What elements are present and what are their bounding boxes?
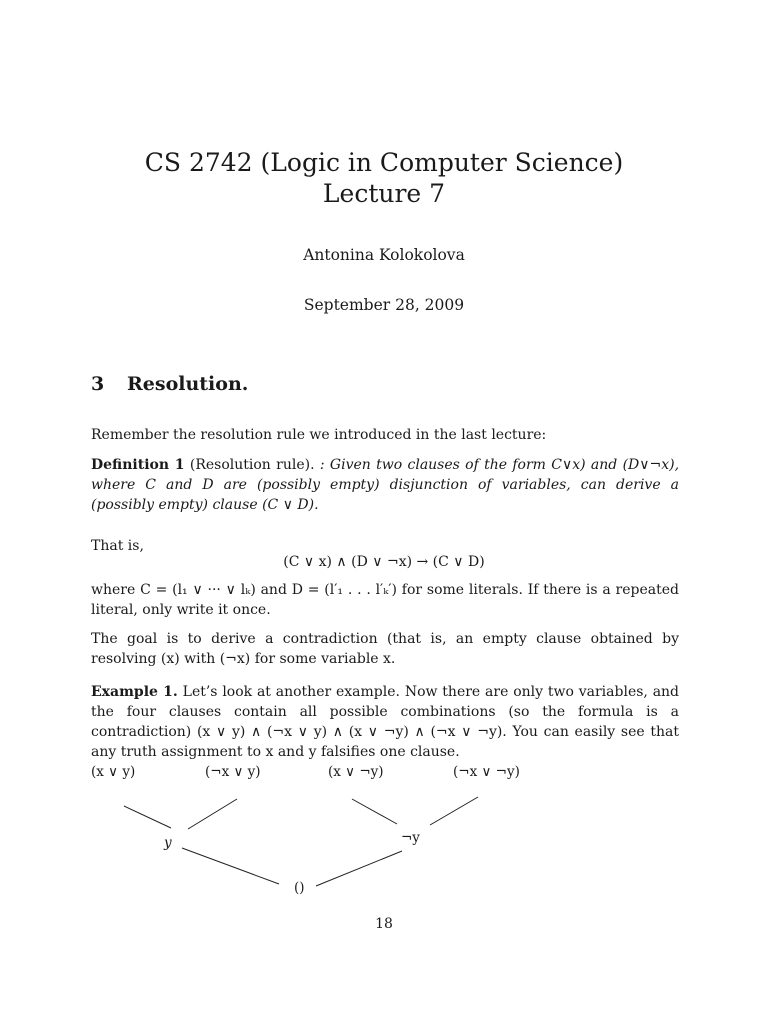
edge-y-to-empty [182,848,279,884]
that-is-text: That is, [91,538,144,554]
resolvent-y: y [164,835,172,851]
section-number: 3 [91,373,105,395]
definition-text: : Given two clauses of the form C∨x) and (D∨¬x), where C and D are (possibly empty) disjunction of variables, can derive a (possibly empty) clause (C ∨ D). [91,457,680,513]
example-text: Let’s look at another example. Now there are only two variables, and the four clauses contain all possible combinations (so the formula is a contradiction) (x ∨ y) ∧ (¬x ∨ y) ∧ (x ∨ ¬y) ∧ (¬x ∨ ¬y). You can easily see that any truth assignment to x and y falsifies one clause. [91,684,680,760]
edge-notxnoty-to-noty [430,797,478,825]
resolution-equation: (C ∨ x) ∧ (D ∨ ¬x) → (C ∨ D) [283,554,485,570]
edge-noty-to-empty [316,851,402,886]
example-paragraph [91,682,679,762]
title-line-2: Lecture 7 [322,179,446,208]
title-line-1: CS 2742 (Logic in Computer Science) [144,148,624,177]
clause-3: (x ∨ ¬y) [328,764,384,780]
definition-label: Definition 1 [91,457,185,473]
clause-1: (x ∨ y) [91,764,136,780]
document-date: September 28, 2009 [303,296,465,314]
section-title: Resolution. [127,373,249,395]
edge-notxy-to-y [188,799,237,829]
goal-paragraph: The goal is to derive a contradiction (that is, an empty clause obtained by resolving (x) with (¬x) for some variable x. [91,631,679,667]
edge-xnoty-to-noty [352,799,397,824]
clause-4: (¬x ∨ ¬y) [453,764,520,780]
author-name: Antonina Kolokolova [303,246,465,264]
definition-name: (Resolution rule). [189,457,315,473]
page-number: 18 [375,916,393,932]
edge-xy-to-y [124,806,171,828]
document-title [0,147,768,209]
example-label: Example 1. [91,684,178,700]
where-paragraph: where C = (l₁ ∨ ··· ∨ lₖ) and D = (l′₁ . . . l′ₖ′) for some literals. If there is a repeated literal, only write it once. [91,582,679,618]
intro-paragraph: Remember the resolution rule we introduced in the last lecture: [91,427,547,443]
clause-2: (¬x ∨ y) [205,764,261,780]
empty-clause: () [294,880,305,896]
resolvent-not-y: ¬y [401,830,420,846]
definition-paragraph [91,455,679,515]
section-heading [91,373,248,395]
